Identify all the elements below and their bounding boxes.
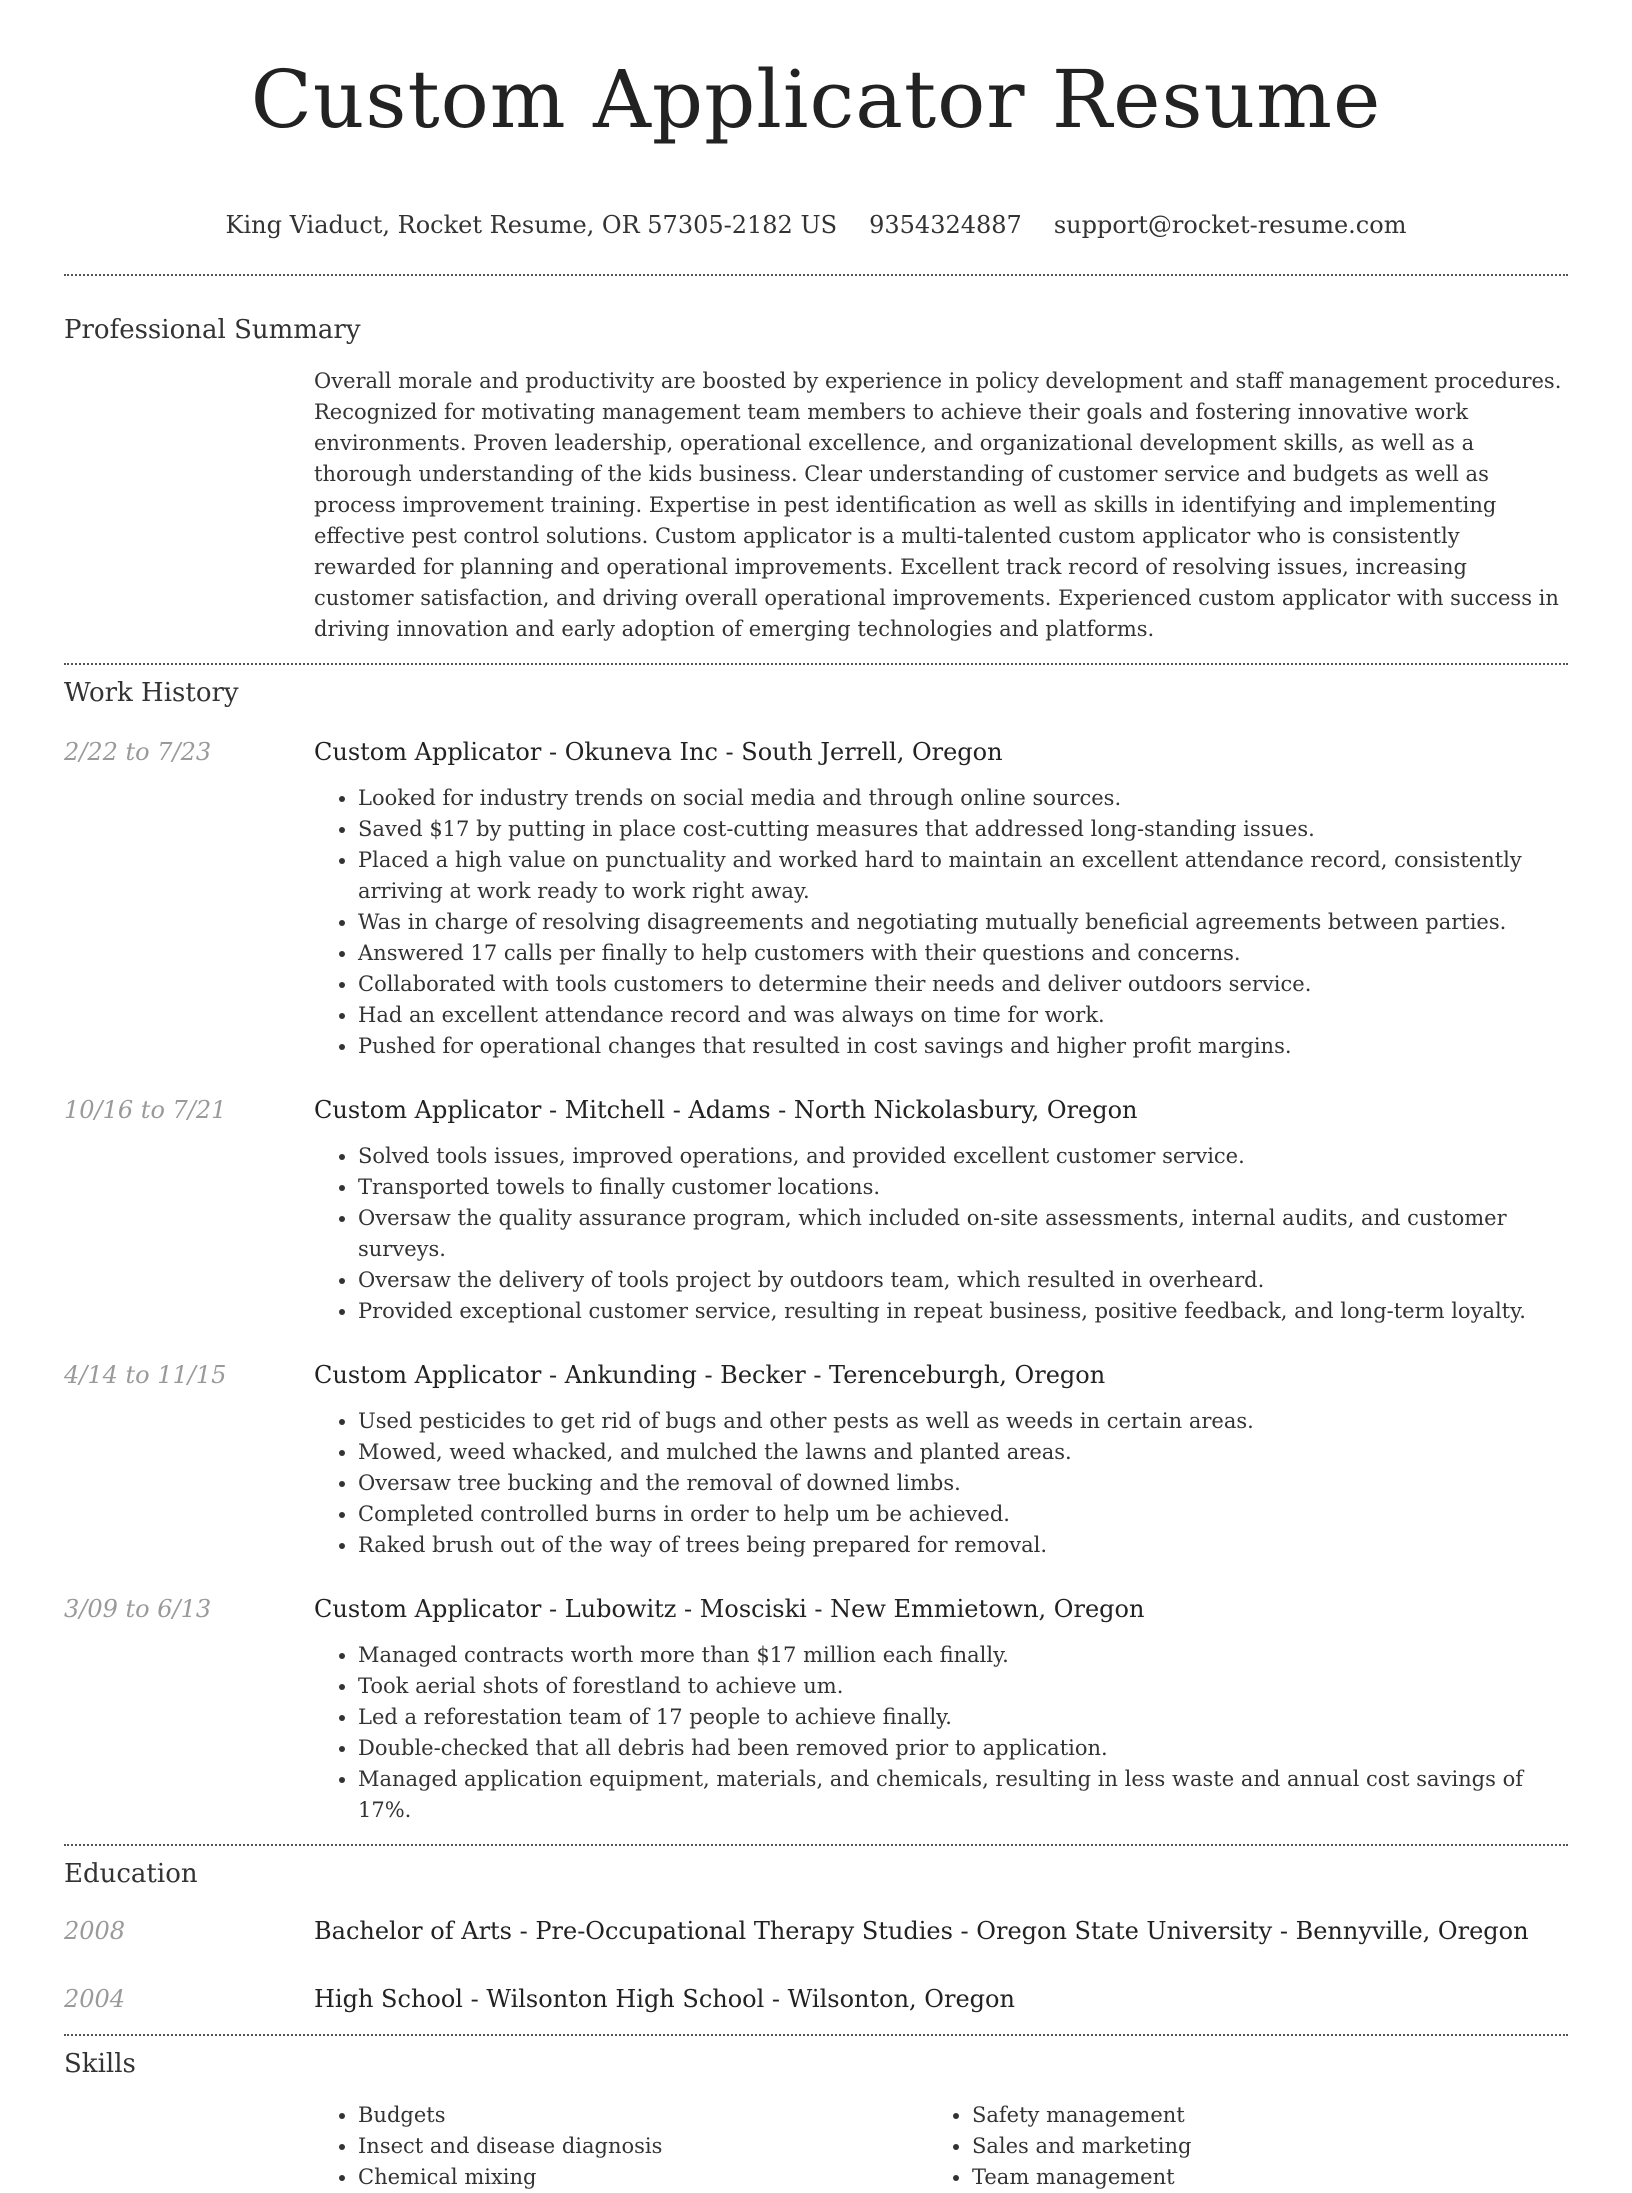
job-bullet: • Saved $17 by putting in place cost-cutting measures that addressed long-standing issues.: [358, 814, 1568, 845]
contact-email: support@rocket-resume.com: [1053, 211, 1407, 239]
job-bullet: • Solved tools issues, improved operations, and provided excellent customer service.: [358, 1141, 1568, 1172]
job-title: Custom Applicator - Lubowitz - Mosciski - New Emmietown, Oregon: [314, 1595, 1145, 1623]
resume-title: Custom Applicator Resume: [250, 53, 1382, 146]
job-dates: 4/14 to 11/15: [64, 1361, 227, 1389]
job-bullet: • Transported towels to finally customer locations.: [358, 1172, 1568, 1203]
summary-heading: Professional Summary: [64, 315, 361, 345]
job-bullet: • Was in charge of resolving disagreements and negotiating mutually beneficial agreements between parties.: [358, 907, 1568, 938]
work-history-section: [64, 677, 1568, 1826]
job-title: Custom Applicator - Ankunding - Becker - Terenceburgh, Oregon: [314, 1361, 1106, 1389]
job-bullet: • Oversaw the delivery of tools project by outdoors team, which resulted in overheard.: [358, 1265, 1568, 1296]
resume-page: [64, 0, 1568, 2193]
job-dates: 10/16 to 7/21: [64, 1096, 227, 1124]
education-details: [314, 1982, 1568, 2016]
skill-item: • Safety management: [972, 2100, 1542, 2131]
work-history-heading: Work History: [64, 678, 239, 708]
job-bullet: • Provided exceptional customer service, resulting in repeat business, positive feedback, and long-term loyalty.: [358, 1296, 1568, 1327]
job-bullets: [314, 1141, 1568, 1327]
skill-item: • Chemical mixing: [358, 2162, 928, 2193]
summary-section: [64, 314, 1568, 645]
skills-heading: Skills: [64, 2049, 136, 2079]
skills-list-right: [928, 2100, 1542, 2193]
job-details: [314, 1358, 1568, 1561]
education-section: [64, 1858, 1568, 2016]
education-year: 2004: [64, 1985, 126, 2013]
section-divider: [64, 663, 1568, 665]
job-bullets: [314, 1640, 1568, 1826]
contact-address: King Viaduct, Rocket Resume, OR 57305-2182 US: [225, 211, 838, 239]
job-details: [314, 1093, 1568, 1327]
job-title: Custom Applicator - Okuneva Inc - South Jerrell, Oregon: [314, 738, 1003, 766]
education-entry: [64, 1982, 1568, 2016]
job-entry: [64, 735, 1568, 1062]
job-title: Custom Applicator - Mitchell - Adams - North Nickolasbury, Oregon: [314, 1096, 1138, 1124]
skills-list-left: [314, 2100, 928, 2193]
job-bullet: • Had an excellent attendance record and was always on time for work.: [358, 1000, 1568, 1031]
job-bullet: • Looked for industry trends on social media and through online sources.: [358, 783, 1568, 814]
skills-section: [64, 2048, 1568, 2193]
job-entry: [64, 1358, 1568, 1561]
job-bullet: • Placed a high value on punctuality and worked hard to maintain an excellent attendance record, consistently arriving at work ready to work right away.: [358, 845, 1568, 907]
job-bullet: • Managed application equipment, materials, and chemicals, resulting in less waste and annual cost savings of 17%.: [358, 1764, 1568, 1826]
section-divider: [64, 1844, 1568, 1846]
resume-header: [64, 0, 1568, 240]
section-divider: [64, 2034, 1568, 2036]
education-degree: Bachelor of Arts - Pre-Occupational Therapy Studies - Oregon State University - Bennyville, Oregon: [314, 1917, 1529, 1945]
skill-item: • Insect and disease diagnosis: [358, 2131, 928, 2162]
job-bullets: [314, 1406, 1568, 1561]
job-bullet: • Led a reforestation team of 17 people to achieve finally.: [358, 1702, 1568, 1733]
skill-item: • Budgets: [358, 2100, 928, 2131]
job-entry: [64, 1592, 1568, 1826]
job-bullet: • Pushed for operational changes that resulted in cost savings and higher profit margins.: [358, 1031, 1568, 1062]
skill-item: • Team management: [972, 2162, 1542, 2193]
job-details: [314, 735, 1568, 1062]
education-degree: High School - Wilsonton High School - Wilsonton, Oregon: [314, 1985, 1015, 2013]
job-dates: 3/09 to 6/13: [64, 1595, 212, 1623]
education-year: 2008: [64, 1917, 126, 1945]
job-bullet: • Answered 17 calls per finally to help customers with their questions and concerns.: [358, 938, 1568, 969]
contact-phone: 9354324887: [869, 211, 1022, 239]
job-bullet: • Mowed, weed whacked, and mulched the lawns and planted areas.: [358, 1437, 1568, 1468]
skills-columns: [314, 2100, 1568, 2193]
job-bullet: • Collaborated with tools customers to determine their needs and deliver outdoors service.: [358, 969, 1568, 1000]
section-divider: [64, 274, 1568, 276]
summary-text: Overall morale and productivity are boosted by experience in policy development and staff management procedures. Recognized for motivating management team members to achieve their goals and fostering innovative work environments. Proven leadership, operational excellence, and organizational development skills, as well as a thorough understanding of the kids business. Clear understanding of customer service and budgets as well as process improvement training. Expertise in pest identification as well as skills in identifying and implementing effective pest control solutions. Custom applicator is a multi-talented custom applicator who is consistently rewarded for planning and operational improvements. Excellent track record of resolving issues, increasing customer satisfaction, and driving overall operational improvements. Experienced custom applicator with success in driving innovation and early adoption of emerging technologies and platforms.: [314, 369, 1562, 641]
job-bullet: • Oversaw tree bucking and the removal of downed limbs.: [358, 1468, 1568, 1499]
job-bullets: [314, 783, 1568, 1062]
job-bullet: • Used pesticides to get rid of bugs and other pests as well as weeds in certain areas.: [358, 1406, 1568, 1437]
job-bullet: • Took aerial shots of forestland to achieve um.: [358, 1671, 1568, 1702]
job-bullet: • Double-checked that all debris had been removed prior to application.: [358, 1733, 1568, 1764]
job-dates: 2/22 to 7/23: [64, 738, 212, 766]
job-bullet: • Oversaw the quality assurance program, which included on-site assessments, internal audits, and customer surveys.: [358, 1203, 1568, 1265]
job-bullet: • Raked brush out of the way of trees being prepared for removal.: [358, 1530, 1568, 1561]
skill-item: • Sales and marketing: [972, 2131, 1542, 2162]
job-entry: [64, 1093, 1568, 1327]
education-entry: [64, 1914, 1568, 1948]
education-heading: Education: [64, 1859, 198, 1889]
education-details: [314, 1914, 1568, 1948]
job-details: [314, 1592, 1568, 1826]
job-bullet: • Managed contracts worth more than $17 million each finally.: [358, 1640, 1568, 1671]
contact-line: [64, 210, 1568, 240]
job-bullet: • Completed controlled burns in order to help um be achieved.: [358, 1499, 1568, 1530]
